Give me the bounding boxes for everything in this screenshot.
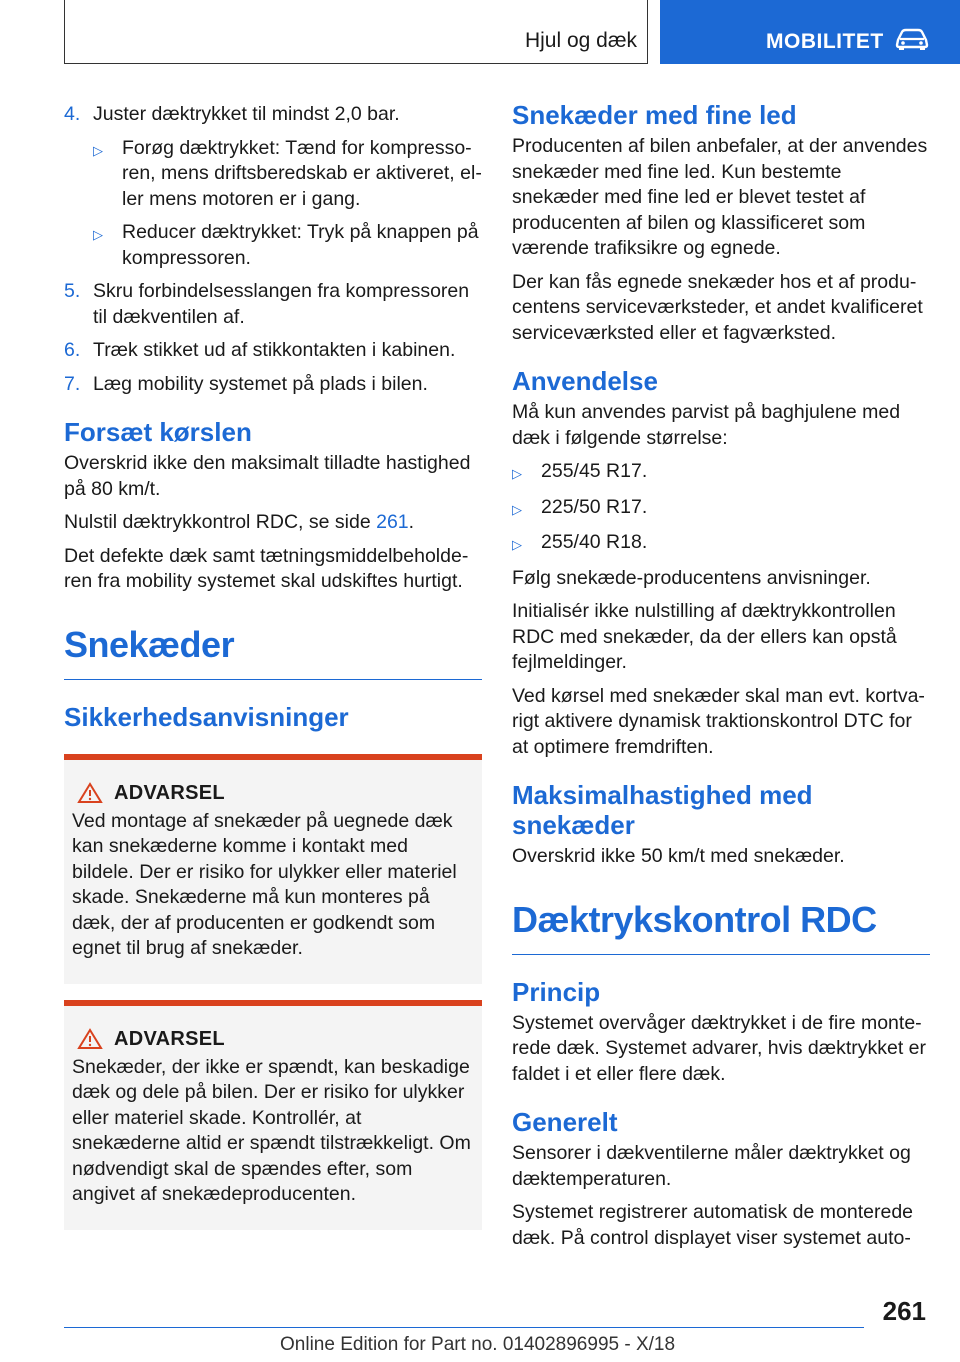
step-item bbox=[64, 372, 482, 398]
step-text: Juster dæktrykket til mindst 2,0 bar. bbox=[93, 103, 400, 125]
warning-text: Snekæder, der ikke er spændt, kan beskadige dæk og dele på bilen. Der er risiko for ulykker eller materiel skade. Kontrollér, at snekæderne altid er spændt tilstrækkeligt. Om nødvendigt skal de spændes efter, som angivet af snekædeproducenten. bbox=[72, 1055, 471, 1205]
paragraph-general-2: Systemet registrerer automatisk de monterede dæk. På control displayet viser systemet auto- bbox=[512, 1201, 914, 1249]
warning-text: Ved montage af snekæder på uegnede dæk kan snekæderne komme i kontakt med bildele. Der er risiko for ulykker eller materiel skade. Snekæderne må kun monteres på dæk, der af producenten er godkendt som egnet til brug af snekæder. bbox=[72, 809, 457, 959]
warning-label: ADVARSEL bbox=[114, 781, 225, 804]
warning-box bbox=[64, 754, 482, 984]
step-number: 4. bbox=[64, 103, 81, 125]
sub-bullet-text: Reducer dæktrykket: Tryk på knappen på kompressoren. bbox=[122, 221, 479, 269]
car-icon bbox=[894, 28, 930, 50]
warning-title bbox=[72, 782, 474, 805]
paragraph-init: Initialisér ikke nulstilling af dæktrykkontrollen RDC med snekæder, da der ellers kan opstå fejlmeldinger. bbox=[512, 600, 897, 673]
step-text: Læg mobility systemet på plads i bilen. bbox=[93, 372, 428, 395]
chapter-label: MOBILITET bbox=[766, 30, 884, 53]
paragraph-max-speed: Overskrid ikke 50 km/t med snekæder. bbox=[512, 845, 845, 867]
sub-bullet-item bbox=[64, 220, 482, 271]
paragraph-fine-1: Producenten af bilen anbefaler, at der anvendes snekæder med fine led. Kun bestemte snekæder med fine led er blevet testet af producenten af bilen og klassificeret som værende trafiksikre og egnede. bbox=[512, 135, 928, 259]
paragraph-follow: Følg snekæde-producentens anvisninger. bbox=[512, 566, 871, 589]
step-number: 5. bbox=[64, 280, 81, 302]
step-item bbox=[64, 102, 482, 128]
chapter-tab[interactable] bbox=[660, 0, 960, 64]
heading-continue-driving: Forsæt kørslen bbox=[64, 417, 252, 447]
warning-label: ADVARSEL bbox=[114, 1027, 225, 1050]
size-text: 255/40 R18. bbox=[541, 531, 648, 553]
paragraph-general-1: Sensorer i dækventilerne måler dæktrykket og dæktemperaturen. bbox=[512, 1142, 911, 1190]
paragraph-dtc: Ved kørsel med snekæder skal man evt. kortvarigt aktivere dynamisk traktionskontrol DTC for at optimere fremdriften. bbox=[512, 684, 925, 758]
heading-fine-link-chains: Snekæder med fine led bbox=[512, 100, 797, 130]
footer-divider bbox=[64, 1327, 864, 1328]
warning-title bbox=[72, 1028, 474, 1051]
size-item bbox=[512, 459, 930, 487]
heading-general: Generelt bbox=[512, 1107, 618, 1137]
right-column bbox=[512, 100, 930, 1259]
step-number: 6. bbox=[64, 339, 81, 361]
size-text: 255/45 R17. bbox=[541, 460, 648, 482]
step-item bbox=[64, 279, 482, 330]
step-text: Træk stikket ud af stikkontakten i kabinen. bbox=[93, 339, 456, 361]
reset-text: Nulstil dæktrykkontrol RDC, se side bbox=[64, 511, 377, 533]
heading-usage: Anvendelse bbox=[512, 366, 658, 396]
heading-safety: Sikkerhedsanvisninger bbox=[64, 701, 349, 732]
paragraph-reset bbox=[64, 510, 482, 536]
section-title: Hjul og dæk bbox=[524, 29, 637, 52]
size-item bbox=[512, 530, 930, 558]
header-section-box bbox=[64, 0, 648, 64]
triangle-bullet-icon: ▷ bbox=[512, 537, 522, 552]
paragraph-replace: Det defekte dæk samt tætningsmiddelbeholderen fra mobility systemet skal udskiftes hurtigt. bbox=[64, 544, 469, 592]
warning-triangle-icon bbox=[76, 782, 104, 804]
triangle-bullet-icon: ▷ bbox=[93, 142, 103, 158]
reset-text-end: . bbox=[408, 511, 415, 533]
sub-bullet-text: Forøg dæktrykket: Tænd for kompressoren, mens driftsberedskab er aktiveret, eller mens motoren er i gang. bbox=[122, 136, 482, 210]
footer-edition: Online Edition for Part no. 01402896995 - X/18 bbox=[280, 1334, 676, 1355]
triangle-bullet-icon: ▷ bbox=[93, 227, 103, 242]
warning-triangle-icon bbox=[76, 1028, 104, 1050]
paragraph-usage: Må kun anvendes parvist på baghjulene med dæk i følgende størrelse: bbox=[512, 401, 901, 449]
heading-max-speed: Maksimalhastighed med snekæder bbox=[512, 780, 813, 840]
size-text: 225/50 R17. bbox=[541, 495, 648, 518]
step-item bbox=[64, 338, 482, 364]
size-item bbox=[512, 495, 930, 523]
paragraph-principle: Systemet overvåger dæktrykket i de fire monterede dæk. Systemet advarer, hvis dæktrykket er faldet i et eller flere dæk. bbox=[512, 1011, 926, 1085]
sub-bullet-item bbox=[64, 136, 482, 213]
heading-rdc: Dæktrykskontrol RDC bbox=[512, 900, 930, 955]
triangle-bullet-icon: ▷ bbox=[512, 466, 522, 481]
step-text: Skru forbindelsesslangen fra kompressoren til dækventilen af. bbox=[93, 280, 470, 328]
paragraph-fine-2: Der kan fås egnede snekæder hos et af producentens serviceværksteder, et andet kvalificeret serviceværksted eller et fagværksted. bbox=[512, 270, 923, 344]
left-column bbox=[64, 102, 482, 1230]
step-number: 7. bbox=[64, 372, 81, 395]
page-link[interactable]: 261 bbox=[376, 511, 409, 533]
paragraph-speed: Overskrid ikke den maksimalt tilladte hastighed på 80 km/t. bbox=[64, 452, 471, 500]
heading-snow-chains: Snekæder bbox=[64, 625, 482, 680]
heading-principle: Princip bbox=[512, 976, 601, 1007]
page-number: 261 bbox=[882, 1296, 926, 1326]
triangle-bullet-icon: ▷ bbox=[512, 501, 522, 517]
warning-box bbox=[64, 1000, 482, 1230]
